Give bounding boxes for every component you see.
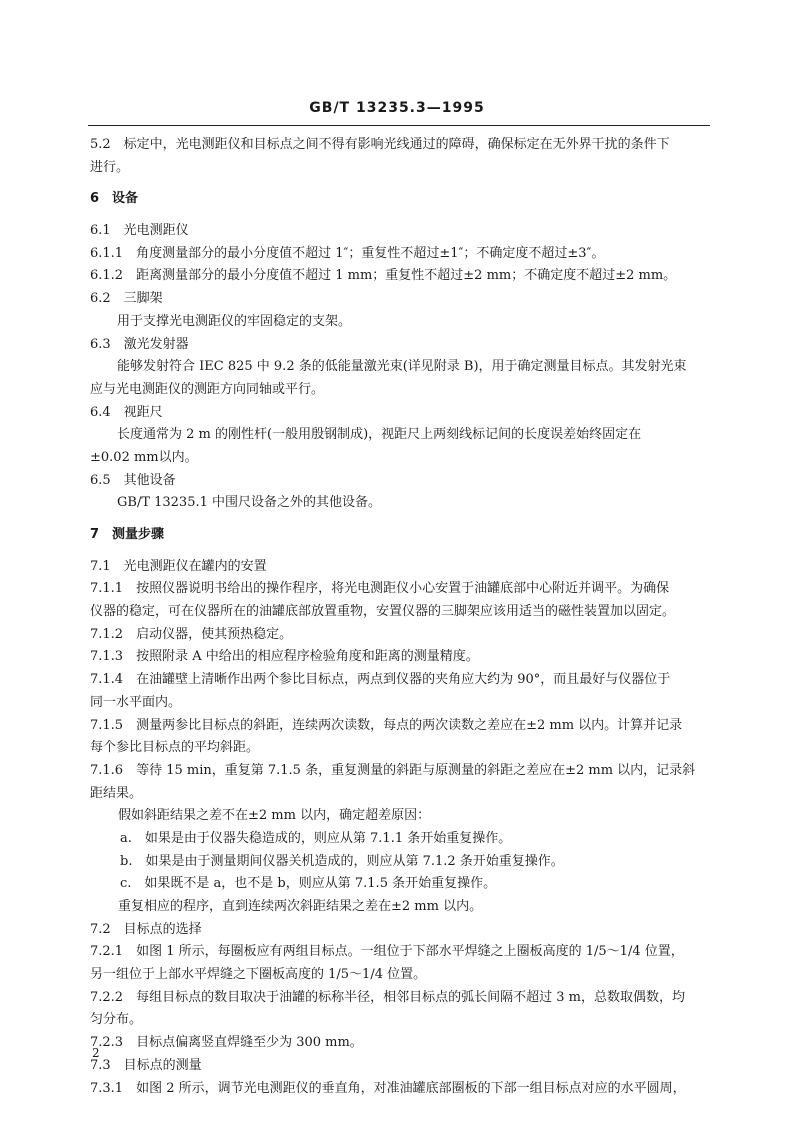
clause-6-3-text-cont: 应与光电测距仪的测距方向同轴或平行。 <box>90 381 325 397</box>
clause-6-3-text: 能够发射符合 IEC 825 中 9.2 条的低能量激光束(详见附录 B)，用于确定测量目标点。其发射光束 <box>117 359 687 375</box>
clause-6-2-text: 用于支撑光电测距仪的牢固稳定的支架。 <box>117 313 352 329</box>
clause-7-2-3: 7.2.3 目标点偏离竖直焊缝至少为 300 mm。 <box>90 1035 363 1051</box>
clause-7-3-1: 7.3.1 如图 2 所示，调节光电测距仪的垂直角，对准油罐底部圈板的下部一组目标点对应的水平圆周， <box>90 1080 686 1096</box>
clause-6-4-text: 长度通常为 2 m 的刚性杆(一般用殷钢制成)，视距尺上两刻线标记间的长度误差始终固定在 <box>117 427 642 443</box>
header-divider <box>88 125 710 126</box>
list-item-c: c. 如果既不是 a，也不是 b，则应从第 7.1.5 条开始重复操作。 <box>120 876 497 892</box>
clause-7-1-6: 7.1.6 等待 15 min，重复第 7.1.5 条，重复测量的斜距与原测量的斜距之差应在±2 mm 以内，记录斜 <box>90 762 696 778</box>
clause-7-1-4-cont: 同一水平面内。 <box>90 694 182 710</box>
document-body <box>90 134 710 1100</box>
clause-7-2-2: 7.2.2 每组目标点的数目取决于油罐的标称半径，相邻目标点的弧长间隔不超过 3 m，总数取偶数，均 <box>90 989 685 1005</box>
clause-7-1: 7.1 光电测距仪在罐内的安置 <box>90 558 267 574</box>
clause-6-4-text-cont: ±0.02 mm以内。 <box>90 449 198 465</box>
clause-7-1-2: 7.1.2 启动仪器，使其预热稳定。 <box>90 626 293 642</box>
clause-7-3: 7.3 目标点的测量 <box>90 1057 202 1073</box>
clause-6-5-text: GB/T 13235.1 中围尺设备之外的其他设备。 <box>117 495 382 511</box>
clause-6-1: 6.1 光电测距仪 <box>90 223 189 239</box>
clause-7-1-5: 7.1.5 测量两参比目标点的斜距，连续两次读数，每点的两次读数之差应在±2 mm 以内。计算并记录 <box>90 717 683 733</box>
list-item-b: b. 如果是由于测量期间仪器关机造成的，则应从第 7.1.2 条开始重复操作。 <box>120 853 564 869</box>
clause-7-1-1: 7.1.1 按照仪器说明书给出的操作程序，将光电测距仪小心安置于油罐底部中心附近并调平。为确保 <box>90 581 670 597</box>
clause-7-2-2-cont: 匀分布。 <box>90 1012 143 1028</box>
clause-5-2-cont: 进行。 <box>90 159 130 175</box>
clause-5-2: 5.2 标定中，光电测距仪和目标点之间不得有影响光线通过的障碍，确保标定在无外界干扰的条件下 <box>90 137 670 152</box>
clause-7-1-3: 7.1.3 按照附录 A 中给出的相应程序检验角度和距离的测量精度。 <box>90 649 479 665</box>
clause-6-4: 6.4 视距尺 <box>90 404 163 420</box>
clause-6-2: 6.2 三脚架 <box>90 291 163 307</box>
clause-7-1-5-cont: 每个参比目标点的平均斜距。 <box>90 740 260 756</box>
standard-code-header: GB/T 13235.3—1995 <box>309 100 485 116</box>
section-heading-6: 6 设备 <box>90 191 139 207</box>
clause-7-1-6-cont: 距结果。 <box>90 785 143 801</box>
section-heading-7: 7 测量步骤 <box>90 527 165 542</box>
clause-7-2-1: 7.2.1 如图 1 所示，每圈板应有两组目标点。一组位于下部水平焊缝之上圈板高度的 1/5～1/4 位置， <box>90 944 684 960</box>
clause-7-2: 7.2 目标点的选择 <box>90 921 202 937</box>
clause-6-3: 6.3 激光发射器 <box>90 336 189 352</box>
clause-7-1-4: 7.1.4 在油罐壁上清晰作出两个参比目标点，两点到仪器的夹角应大约为 90°，而且最好与仪器位于 <box>90 672 671 688</box>
page-number: 2 <box>92 1046 100 1060</box>
clause-7-2-1-cont: 另一组位于上部水平焊缝之下圈板高度的 1/5～1/4 位置。 <box>90 967 427 983</box>
clause-6-1-1: 6.1.1 角度测量部分的最小分度值不超过 1″；重复性不超过±1″；不确定度不超过±3″。 <box>90 245 605 261</box>
clause-7-1-6-repeat: 重复相应的程序，直到连续两次斜距结果之差在±2 mm 以内。 <box>118 899 483 914</box>
list-item-a: a. 如果是由于仪器失稳造成的，则应从第 7.1.1 条开始重复操作。 <box>120 830 512 846</box>
clause-7-1-6-note: 假如斜距结果之差不在±2 mm 以内，确定超差原因： <box>118 808 431 824</box>
clause-6-5: 6.5 其他设备 <box>90 472 176 488</box>
clause-7-1-1-cont: 仪器的稳定，可在仪器所在的油罐底部放置重物，安置仪器的三脚架应该用适当的磁性装置加以固定。 <box>90 604 676 620</box>
clause-6-1-2: 6.1.2 距离测量部分的最小分度值不超过 1 mm；重复性不超过±2 mm；不确定度不超过±2 mm。 <box>90 268 677 284</box>
